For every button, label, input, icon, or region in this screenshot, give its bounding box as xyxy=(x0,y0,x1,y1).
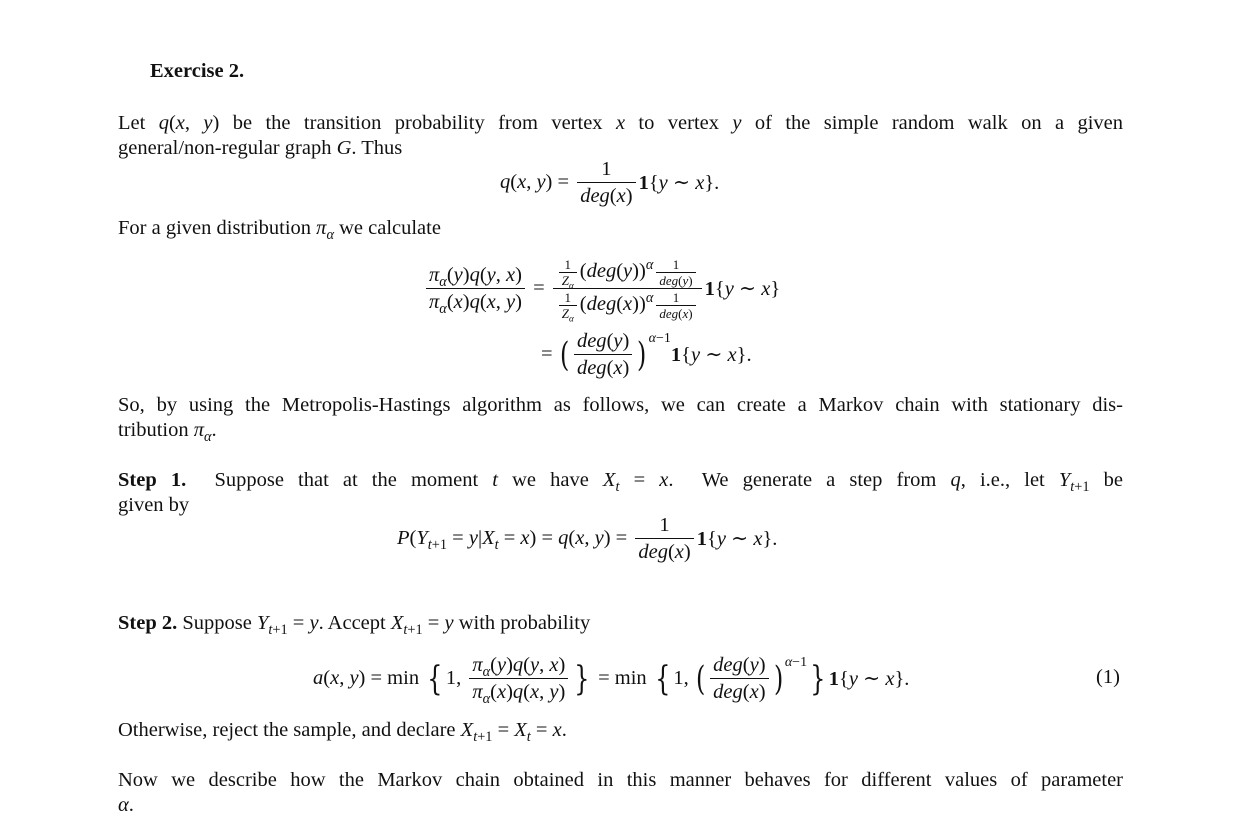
equation-acceptance: a(x, y) = min { 1, $\frac{\pi_\alpha(y)q(y, x)}{\pi_\alpha(x)q(x, y)}$ } = min { 1, ( $\frac{\text{deg(y)}}{\text{deg(x)}}$ ) α−1 } 1{y ∼ x}. xyxy=(313,654,910,708)
step-2-label: Step 2. xyxy=(118,612,178,634)
step-1-line-1: Step 1. Suppose that at the moment t we have $X_t = x$. We generate a step from q, i.e., let $Y_{t+1}$ be xyxy=(118,469,1123,496)
paragraph-distribution: For a given distribution $\pi_\alpha$ we calculate xyxy=(118,217,441,244)
metropolis-line-2: tribution $\pi_\alpha$. xyxy=(118,419,217,446)
step-1-line-2: given by xyxy=(118,494,190,516)
step-1-label: Step 1. xyxy=(118,469,187,491)
equation-q: q(x, y) = $\frac{1}{\text{deg(x)}}$ 1{y ∼ x}. xyxy=(500,158,720,207)
exercise-heading: Exercise 2. xyxy=(150,60,245,82)
paragraph-metropolis xyxy=(118,393,1123,446)
conclusion-line-2: α. xyxy=(118,794,134,816)
equation-number: (1) xyxy=(1096,666,1120,688)
paragraph-intro xyxy=(118,111,1123,161)
paragraph-reject: Otherwise, reject the sample, and declare $X_{t+1} = X_t = x$. xyxy=(118,719,567,746)
intro-line-1: Let q(x, y) be the transition probability from vertex x to vertex y of the simple random walk on a given xyxy=(118,112,1124,134)
equation-ratio: $\frac{\pi_\alpha(y)q(y, x)}{\pi_\alpha(x)q(x, y)}$ = $\frac{1}{Z_\alpha}$ $(deg(y))^\alpha$ $\frac{1}{\text{deg(y)}}$ $\frac{1}{Z_\alpha}$ $(deg(x))^\alpha$ $\frac{1}{\text{deg(x)}}$ 1{y ∼ x} xyxy=(423,256,780,321)
equation-proposal: $P(Y_{t+1} = y|X_t = x) = q(x$, y) = $\frac{1}{\text{deg(x)}}$ 1{y ∼ x}. xyxy=(397,514,778,563)
paragraph-conclusion xyxy=(118,768,1123,818)
conclusion-line-1: Now we describe how the Markov chain obtained in this manner behaves for different values of parameter xyxy=(118,769,1123,791)
intro-line-2: general/non-regular graph G. Thus xyxy=(118,137,403,159)
paragraph-step-2: Step 2. Suppose $Y_{t+1} = y$. Accept $X_{t+1} = y$ with probability xyxy=(118,612,591,639)
paragraph-step-1 xyxy=(118,468,1123,518)
equation-ratio-simplified: = ( $\frac{\text{deg(y)}}{\text{deg(x)}}$ ) α−1 1{y ∼ x}. xyxy=(541,330,752,379)
metropolis-line-1: So, by using the Metropolis-Hastings algorithm as follows, we can create a Markov chain with stationary dis- xyxy=(118,394,1123,416)
